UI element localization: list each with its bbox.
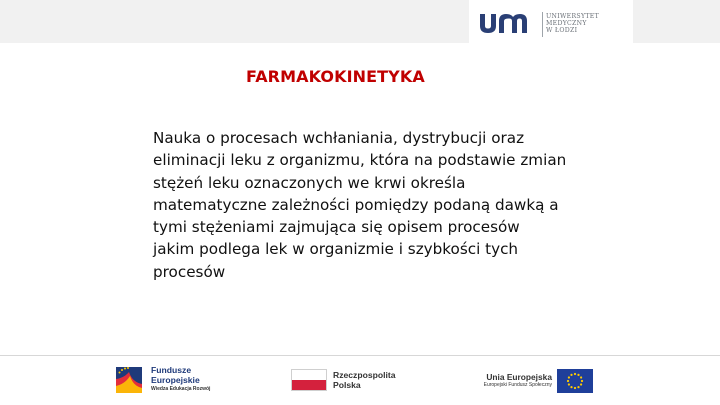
body-line: tymi stężeniami zajmująca się opisem procesów	[153, 218, 520, 237]
slide-title: FARMAKOKINETYKA	[246, 67, 425, 86]
slide-body	[153, 127, 566, 283]
eu-flag-icon	[557, 369, 593, 393]
university-name-line2: MEDYCZNY	[546, 20, 587, 27]
body-line: procesów	[153, 262, 226, 281]
eu-line2: Europejski Fundusz Społeczny	[483, 382, 552, 388]
poland-flag-icon	[291, 369, 327, 391]
umed-logo-mark	[478, 12, 538, 34]
rzeczpospolita-polska-label	[333, 371, 396, 390]
unia-europejska-label	[476, 372, 552, 389]
body-line: Nauka o procesach wchłaniania, dystrybucji oraz	[153, 129, 525, 147]
pl-line2: Polska	[333, 379, 361, 390]
university-name-line3: W ŁODZI	[546, 27, 578, 34]
logo-divider	[542, 12, 543, 37]
fe-line2: Europejskie	[151, 374, 200, 385]
body-line: eliminacji leku z organizmu, która na podstawie zmian	[153, 151, 567, 170]
pl-line1: Rzeczpospolita	[333, 370, 396, 380]
eu-line1: Unia Europejska	[486, 372, 552, 382]
fundusze-europejskie-icon	[115, 364, 145, 394]
university-name	[546, 13, 599, 34]
body-line: jakim podlega lek w organizmie i szybkości tych	[153, 240, 519, 259]
fundusze-europejskie-label	[151, 366, 210, 393]
university-name-line1: UNIWERSYTET	[546, 13, 600, 20]
body-line: matematyczne zależności pomiędzy podaną dawką a	[153, 195, 559, 214]
fe-line3: Wiedza Edukacja Rozwój	[151, 386, 211, 392]
body-line: stężeń leku oznaczonych we krwi określa	[153, 173, 466, 192]
footer-divider	[0, 355, 720, 356]
fe-line1: Fundusze	[151, 365, 192, 375]
